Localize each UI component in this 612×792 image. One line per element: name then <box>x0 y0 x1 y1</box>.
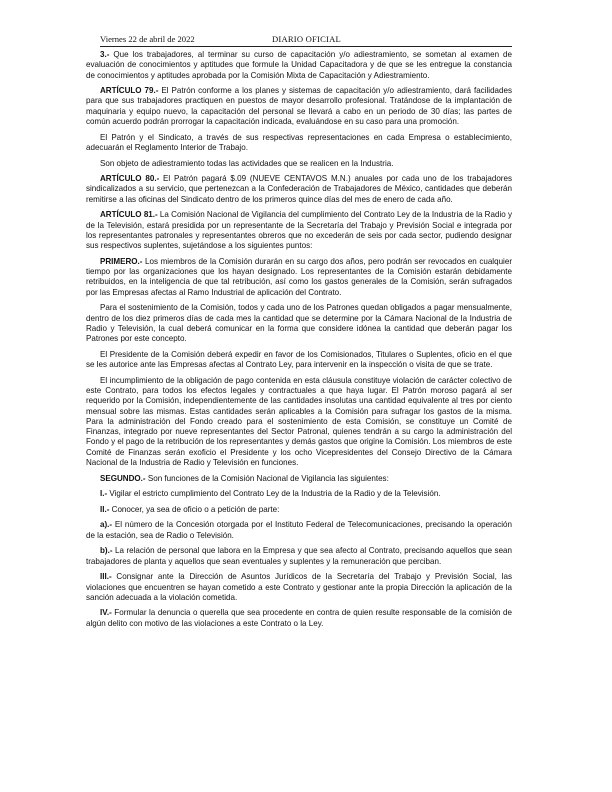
paragraph-text: Que los trabajadores, al terminar su curso de capacitación y/o adiestramiento, se sometan al examen de evaluación de conocimientos y aptitudes que formule la Unidad Capacitadora y de que se les entregue la constancia de conocimientos y aptitudes aprobada por la Comisión Mixta de Capacitación y Adiestramiento. <box>86 50 512 80</box>
paragraph-text: El incumplimiento de la obligación de pago contenida en esta cláusula constituye violación de carácter colectivo de este Contrato, para todos los efectos legales y contractuales a que haya lugar. El Patrón moroso pagará al ser requerido por la Comisión, independientemente de las cantidades insolutas una cantidad equivalente al tres por ciento mensual sobre las mismas. Estas cantidades serán aplicables a la Comisión para sufragar los gastos de la misma. Para la administración del Fondo creado para el sostenimiento de esta Comisión, se constituye un Comité de Finanzas, integrado por nueve representantes del Sector Patronal, quienes tendrán a su cargo la administración del Fondo y el pago de la retribución de los representantes y demás gastos que origine la Comisión. Los miembros de este Comité de Finanzas serán exoficio el Presidente y los ocho Vicepresidentes del Consejo Directivo de la Cámara Nacional de la Industria de Radio y Televisión en funciones. <box>86 375 512 468</box>
paragraph <box>86 159 512 169</box>
paragraph-lead: a).- <box>100 520 113 530</box>
paragraph <box>86 50 512 81</box>
paragraph <box>86 520 512 541</box>
paragraph-lead: PRIMERO.- <box>100 256 143 266</box>
paragraph <box>86 489 512 499</box>
paragraph <box>86 174 512 205</box>
header-rule <box>100 46 512 47</box>
paragraph-text: Son funciones de la Comisión Nacional de Vigilancia las siguientes: <box>145 473 389 483</box>
paragraph <box>86 474 512 484</box>
paragraph-lead: SEGUNDO.- <box>100 473 146 483</box>
paragraph-text: La Comisión Nacional de Vigilancia del cumplimiento del Contrato Ley de la Industria de la Radio y de la Televisión, estará presidida por un representante de la Secretaría del Trabajo y Previsión Social e integrada por los representantes patronales y representantes obreros que no excederán de seis por cada sector, pudiendo designar sus respectivos suplentes, sujetándose a los siguientes puntos: <box>86 210 512 251</box>
paragraph-text: Vigilar el estricto cumplimiento del Contrato Ley de la Industria de la Radio y de la Televisión. <box>107 489 441 499</box>
page-header <box>100 34 512 46</box>
paragraph-text: Son objeto de adiestramiento todas las actividades que se realicen en la Industria. <box>100 158 394 168</box>
paragraph-text: El Patrón pagará $.09 (NUEVE CENTAVOS M.N.) anuales por cada uno de los trabajadores sindicalizados a su servicio, que pertenezcan a la Confederación de Trabajadores de México, cantidades que deberán remitirse a las oficinas del Sindicato dentro de los primeros quince días del mes de enero de cada año. <box>86 174 512 204</box>
paragraph-lead: 3.- <box>100 50 110 59</box>
paragraph-text: El Patrón y el Sindicato, a través de sus respectivas representaciones en cada Empresa o establecimiento, adecuarán el Reglamento Interior de Trabajo. <box>86 132 512 152</box>
paragraph-text: Conocer, ya sea de oficio o a petición de parte: <box>109 504 280 514</box>
paragraph <box>86 350 512 371</box>
paragraph-lead: II.- <box>100 504 110 514</box>
paragraph <box>86 86 512 127</box>
paragraph-lead: ARTÍCULO 79.- <box>100 86 159 96</box>
paragraph-lead: IV.- <box>100 608 112 618</box>
paragraph-text: El Patrón conforme a los planes y sistemas de capacitación y/o adiestramiento, dará facilidades para que sus trabajadores practiquen en puestos de mayor desarrollo profesional. Tratándose de la implantación de maquinaria y equipo nuevo, la capacitación del personal se llevará a cabo en un periodo de 30 días; las partes de común acuerdo podrán prorrogar la capacitación indicada, evaluándose en su caso para una promoción. <box>86 86 512 127</box>
paragraph-text: Formular la denuncia o querella que sea procedente en contra de quien resulte responsable de la comisión de algún delito con motivo de las violaciones a este Contrato o la Ley. <box>86 608 512 628</box>
paragraph <box>86 505 512 515</box>
paragraph-text: El número de la Concesión otorgada por el Instituto Federal de Telecomunicaciones, precisando la operación de la estación, sea de Radio o Televisión. <box>86 520 512 540</box>
paragraph <box>86 376 512 469</box>
paragraph <box>86 303 512 344</box>
header-publication: DIARIO OFICIAL <box>272 34 341 44</box>
paragraph-text: Consignar ante la Dirección de Asuntos Jurídicos de la Secretaría del Trabajo y Previsión Social, las violaciones que encuentren se hayan cometido a este Contrato y gestionar ante la propia Dirección la aplicación de la sanción adecuada a la violación cometida. <box>86 572 512 602</box>
paragraph-text: Los miembros de la Comisión durarán en su cargo dos años, pero podrán ser revocados en cualquier tiempo por las organizaciones que los hayan designado. Los representantes de la Comisión estarán debidamente retribuidos, en la inteligencia de que tal retribución, así como los gastos generales de la Comisión, serán sufragados por las Empresas afectas al Ramo Industrial de aplicación del Contrato. <box>86 256 512 297</box>
paragraph-lead: ARTÍCULO 80.- <box>100 174 160 184</box>
paragraph-lead: III.- <box>100 572 112 582</box>
paragraph-text: La relación de personal que labora en la Empresa y que sea afecto al Contrato, precisando aquellos que sean trabajadores de planta y aquellos que sean eventuales y suplentes y la remuneración que perciban. <box>86 546 512 566</box>
header-date: Viernes 22 de abril de 2022 <box>100 34 195 44</box>
document-body <box>86 50 512 634</box>
paragraph-lead: b).- <box>100 546 113 556</box>
paragraph <box>86 546 512 567</box>
paragraph <box>86 572 512 603</box>
paragraph <box>86 210 512 251</box>
paragraph-text: El Presidente de la Comisión deberá expedir en favor de los Comisionados, Titulares o Suplentes, oficio en el que se les autorice ante las Empresas afectas al Contrato Ley, para intervenir en la inspección o visita de que se trate. <box>86 349 512 370</box>
paragraph <box>86 257 512 298</box>
paragraph-lead: ARTÍCULO 81.- <box>100 210 158 220</box>
paragraph <box>86 608 512 629</box>
paragraph <box>86 133 512 154</box>
paragraph-lead: I.- <box>100 489 108 499</box>
paragraph-text: Para el sostenimiento de la Comisión, todos y cada uno de los Patrones quedan obligados a pagar mensualmente, dentro de los diez primeros días de cada mes la cantidad que se determine por la Cámara Nacional de la Industria de Radio y Televisión, la cual deberá comunicar en la forma que considere idónea la cantidad que deberán pagar los Patrones por este concepto. <box>86 303 512 344</box>
